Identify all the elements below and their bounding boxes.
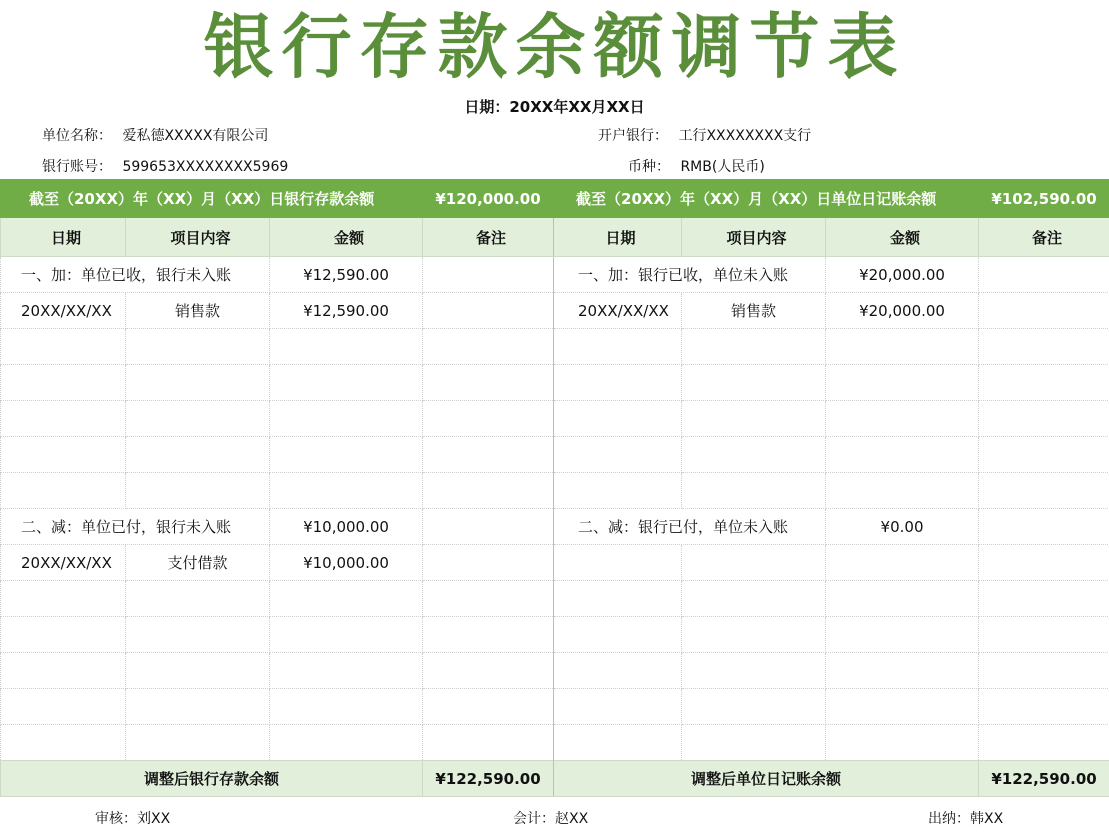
col-item: 项目内容 — [126, 218, 270, 257]
table-row — [1, 329, 1109, 365]
bank-name — [598, 125, 811, 145]
col-note: 备注 — [979, 218, 1109, 257]
bank-balance-amount: ¥120,000.00 — [423, 180, 554, 218]
bank-balance-label: 截至（20XX）年（XX）月（XX）日银行存款余额 — [1, 180, 423, 218]
table-row — [1, 257, 1109, 293]
col-date: 日期 — [1, 218, 126, 257]
page-title: 银行存款余额调节表 — [203, 6, 906, 88]
col-item: 项目内容 — [682, 218, 826, 257]
table-row — [1, 581, 1109, 617]
table-row — [1, 437, 1109, 473]
ledger-balance-amount: ¥102,590.00 — [979, 180, 1109, 218]
row-item: 支付借款 — [126, 545, 270, 581]
ledger-add-section: 一、加：银行已收，单位未入账 — [554, 257, 826, 293]
col-amount: 金额 — [270, 218, 423, 257]
ledger-add-total: ¥20,000.00 — [826, 257, 979, 293]
table-row — [1, 617, 1109, 653]
table-row — [1, 293, 1109, 329]
adjusted-balance-row — [1, 761, 1109, 797]
row-item: 销售款 — [682, 293, 826, 329]
review-signature: 审核：刘XX — [95, 811, 171, 827]
currency-label: 币种： — [628, 159, 670, 175]
row-date: 20XX/XX/XX — [1, 293, 126, 329]
ledger-adjusted-amount: ¥122,590.00 — [979, 761, 1109, 797]
accountant-signature: 会计：赵XX — [513, 811, 589, 827]
currency-value: RMB(人民币) — [680, 159, 765, 175]
table-row — [1, 689, 1109, 725]
unit-name-value: 爱私德XXXXX有限公司 — [122, 128, 269, 144]
column-header-row — [1, 218, 1109, 257]
unit-name-label: 单位名称： — [42, 128, 112, 144]
bank-sub-section: 二、减：单位已付，银行未入账 — [1, 509, 270, 545]
col-note: 备注 — [423, 218, 554, 257]
row-item: 销售款 — [126, 293, 270, 329]
table-row — [1, 509, 1109, 545]
bank-account-value: 599653XXXXXXXX5969 — [122, 159, 289, 175]
bank-adjusted-label: 调整后银行存款余额 — [1, 761, 423, 797]
row-date: 20XX/XX/XX — [1, 545, 126, 581]
bank-account-label: 银行账号： — [42, 159, 112, 175]
bank-account — [42, 156, 288, 176]
cashier-signature: 出纳：韩XX — [928, 811, 1004, 827]
row-amount: ¥12,590.00 — [270, 293, 423, 329]
balance-header-row — [1, 180, 1109, 218]
table-row — [1, 401, 1109, 437]
ledger-sub-section: 二、减：银行已付，单位未入账 — [554, 509, 826, 545]
table-row — [1, 473, 1109, 509]
table-row — [1, 653, 1109, 689]
table-row — [1, 545, 1109, 581]
report-date: 日期：20XX年XX月XX日 — [464, 98, 645, 116]
row-date: 20XX/XX/XX — [554, 293, 682, 329]
bank-adjusted-amount: ¥122,590.00 — [423, 761, 554, 797]
table-row — [1, 365, 1109, 401]
currency — [628, 156, 765, 176]
bank-add-total: ¥12,590.00 — [270, 257, 423, 293]
bank-name-label: 开户银行： — [598, 128, 668, 144]
ledger-sub-total: ¥0.00 — [826, 509, 979, 545]
row-amount: ¥20,000.00 — [826, 293, 979, 329]
ledger-balance-label: 截至（20XX）年（XX）月（XX）日单位日记账余额 — [554, 180, 979, 218]
col-amount: 金额 — [826, 218, 979, 257]
reconciliation-table — [0, 179, 1109, 797]
bank-sub-total: ¥10,000.00 — [270, 509, 423, 545]
bank-add-section: 一、加：单位已收，银行未入账 — [1, 257, 270, 293]
table-row — [1, 725, 1109, 761]
col-date: 日期 — [554, 218, 682, 257]
ledger-adjusted-label: 调整后单位日记账余额 — [554, 761, 979, 797]
unit-name — [42, 125, 268, 145]
row-amount: ¥10,000.00 — [270, 545, 423, 581]
bank-name-value: 工行XXXXXXXX支行 — [678, 128, 812, 144]
